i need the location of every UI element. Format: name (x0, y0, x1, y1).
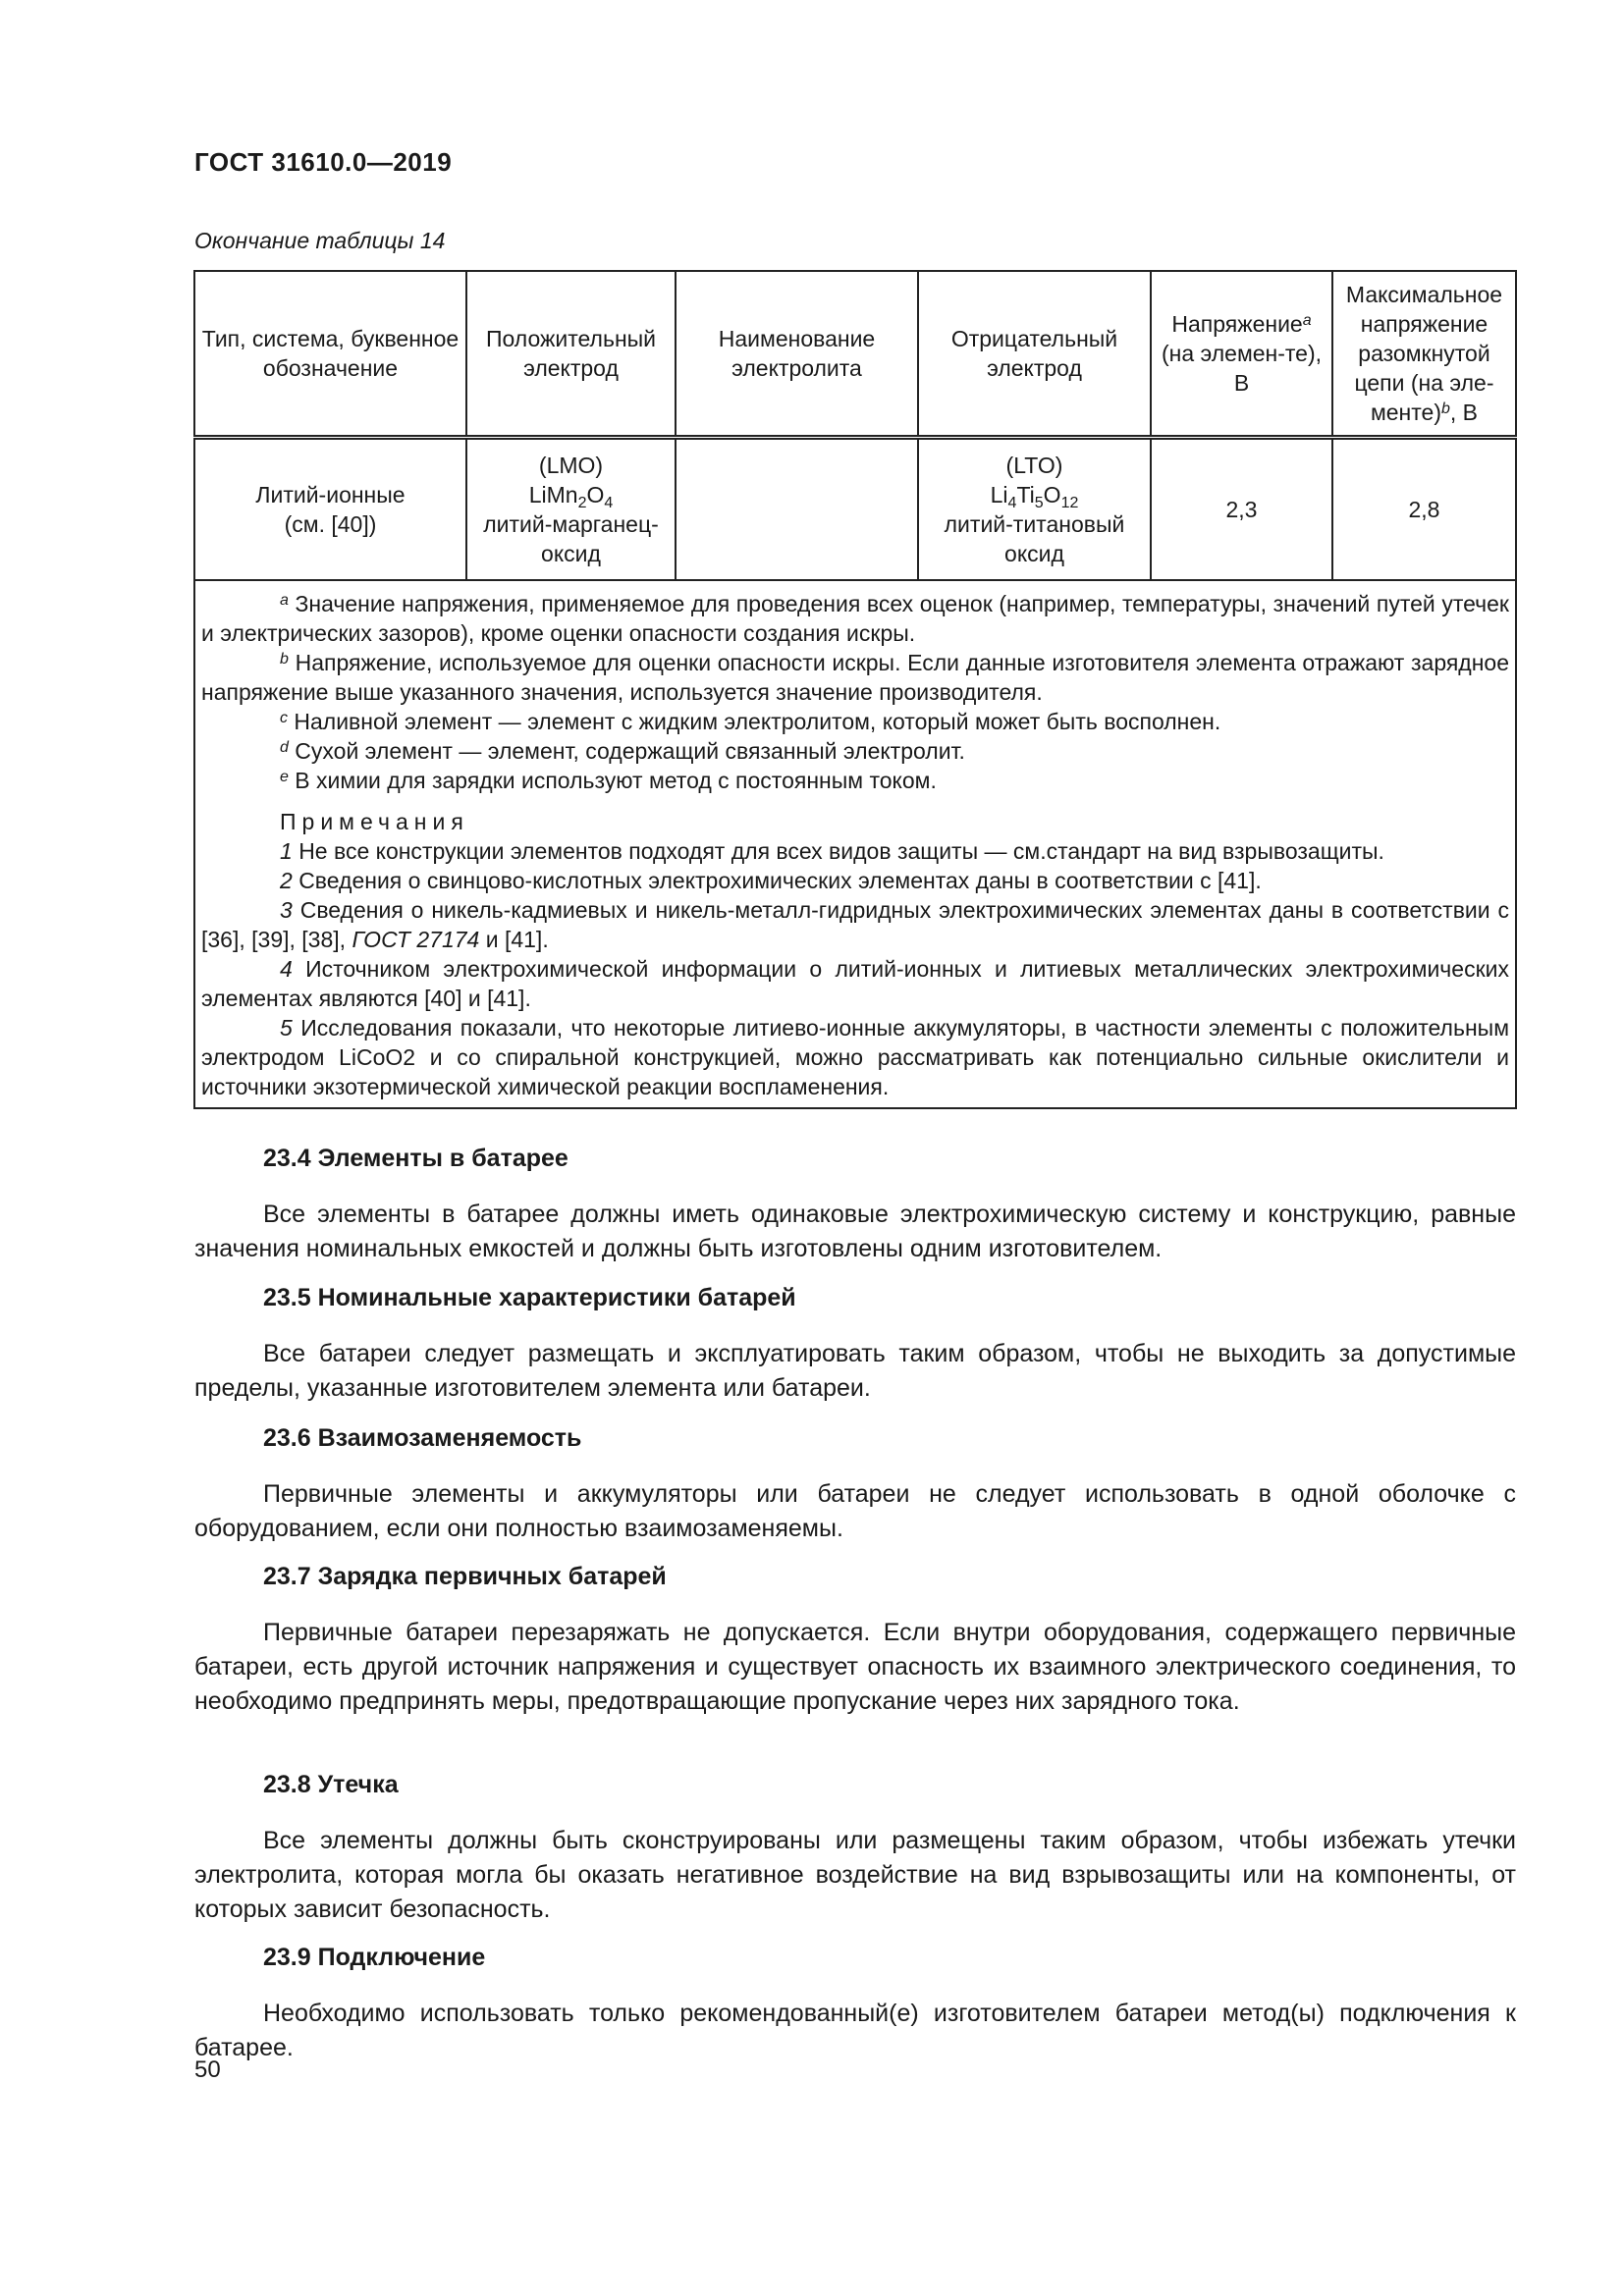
cell-electrolyte (676, 438, 918, 581)
col-header-positive-electrode: Положительный электрод (466, 271, 676, 438)
col-header-max-voltage: Максимальное напряжение разомкнутой цепи (на эле-менте)$^b$, В (1332, 271, 1516, 438)
table-caption: Окончание таблицы 14 (194, 228, 446, 253)
cell-max-voltage: 2,8 (1332, 438, 1516, 581)
section-title: 23.4 Элементы в батарее (263, 1145, 568, 1172)
note-2: 2 Сведения о свинцово-кислотных электрохимических элементах даны в соответствии с [41]. (280, 868, 1262, 893)
section-body: Необходимо использовать только рекомендованный(е) изготовителем батареи метод(ы) подключения к батарее. (194, 2000, 1516, 2061)
section-23-8 (194, 1768, 1516, 1927)
notes-title: Примечания (280, 809, 469, 834)
cell-voltage: 2,3 (1151, 438, 1332, 581)
section-23-6 (194, 1421, 1516, 1546)
note-1: 1 Не все конструкции элементов подходят для всех видов защиты — см.стандарт на вид взрывозащиты. (280, 838, 1384, 864)
section-title: 23.9 Подключение (263, 1944, 486, 1971)
section-body: Все элементы в батарее должны иметь одинаковые электрохимическую систему и конструкцию, равные значения номинальных емкостей и должны быть изготовлены одним изготовителем. (194, 1201, 1516, 1262)
table-notes-row (194, 580, 1516, 1108)
section-body: Все батареи следует размещать и эксплуатировать таким образом, чтобы не выходить за допустимые пределы, указанные изготовителем элемента или батареи. (194, 1340, 1516, 1402)
section-title: 23.8 Утечка (263, 1771, 399, 1798)
note-4: 4 Источником электрохимической информации о литий-ионных и литиевых металлических электрохимических элементах являются [40] и [41]. (201, 956, 1509, 1011)
footnote-e: $^e$ В химии для зарядки используют метод с постоянным током. (280, 768, 937, 793)
cell-positive-electrode: (LMO) $LiMn_2O_4$ литий-марганец-оксид (466, 438, 676, 581)
note-5: 5 Исследования показали, что некоторые литиево-ионные аккумуляторы, в частности элементы с положительным электродом LiCoO2 и со спиральной конструкцией, можно рассматривать как потенциально сильные окислители и источники экзотермической химической реакции воспламенения. (201, 1015, 1510, 1099)
table-14 (193, 270, 1515, 1109)
section-body: Первичные батареи перезаряжать не допускается. Если внутри оборудования, содержащего первичные батареи, есть другой источник напряжения и существует опасность их взаимного электрического соединения, то необходимо предпринять меры, предотвращающие пропускание через них зарядного тока. (194, 1619, 1516, 1715)
section-23-7 (194, 1560, 1516, 1719)
footnote-b: $^b$ Напряжение, используемое для оценки опасности искры. Если данные изготовителя элемента отражают зарядное напряжение выше указанного значения, используется значение производителя. (201, 650, 1510, 705)
formula-limn2o4: $LiMn_2O_4$ (528, 482, 614, 511)
section-title: 23.7 Зарядка первичных батарей (263, 1563, 667, 1590)
section-body: Первичные элементы и аккумуляторы или батареи не следует использовать в одной оболочке с оборудованием, если они полностью взаимозаменяемы. (194, 1480, 1516, 1542)
section-23-5 (194, 1281, 1516, 1406)
table-row (194, 438, 1516, 581)
section-23-9 (194, 1941, 1516, 2065)
section-23-4 (194, 1142, 1516, 1266)
section-title: 23.6 Взаимозаменяемость (263, 1424, 582, 1452)
col-header-negative-electrode: Отрицательный электрод (918, 271, 1151, 438)
footnote-a: $^a$ Значение напряжения, применяемое для проведения всех оценок (например, температуры, значений путей утечек и электрических зазоров), кроме оценки опасности создания искры. (201, 591, 1509, 646)
section-title: 23.5 Номинальные характеристики батарей (263, 1284, 796, 1311)
col-header-type: Тип, система, буквенное обозначение (194, 271, 466, 438)
note-3: 3 Сведения о никель-кадмиевых и никель-металл-гидридных электрохимических элементах даны в соответствии с [36], [39], [38], ГОСТ 27174 и [41]. (201, 897, 1510, 952)
formula-li4ti5o12: $Li_4Ti_5O_{12}$ (990, 482, 1079, 511)
col-header-electrolyte: Наименование электролита (676, 271, 918, 438)
section-body: Все элементы должны быть сконструированы или размещены таким образом, чтобы избежать утечки электролита, которая могла бы оказать негативное воздействие на вид взрывозащиты или на компоненты, от которых зависит безопасность. (194, 1827, 1516, 1923)
document-header: ГОСТ 31610.0—2019 (194, 147, 453, 177)
cell-type: Литий-ионные (см. [40]) (194, 438, 466, 581)
col-header-voltage: Напряжение$^a$ (на элемен-те), В (1151, 271, 1332, 438)
page-number: 50 (194, 2056, 221, 2083)
table-header-row (194, 271, 1516, 438)
cell-negative-electrode: (LTO) $Li_4Ti_5O_{12}$ литий-титановый оксид (918, 438, 1151, 581)
footnotes-and-notes (194, 580, 1516, 1108)
footnote-d: $^d$ Сухой элемент — элемент, содержащий связанный электролит. (280, 738, 965, 764)
footnote-c: $^c$ Наливной элемент — элемент с жидким электролитом, который может быть восполнен. (280, 709, 1221, 734)
